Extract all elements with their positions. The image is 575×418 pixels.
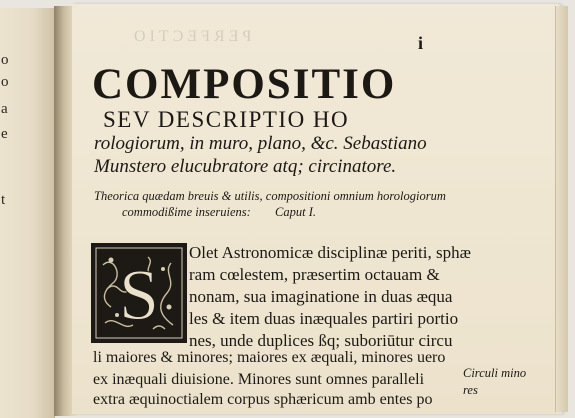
body-line: li maiores & minores; maiores ex æquali, minores uero xyxy=(93,349,446,366)
body-line: extra æquinoctialem corpus sphæricum amb entes po xyxy=(93,391,433,408)
bleed-through-text: PERFECTIO xyxy=(130,28,252,45)
subtitle-line-3: Munstero elucubratore atq; circinatore. xyxy=(94,156,397,177)
subtitle-line-2: rologiorum, in muro, plano, &c. Sebastiano xyxy=(94,133,427,154)
body-line: Olet Astronomicæ disciplinæ periti, sphæ xyxy=(189,243,471,262)
subtitle-line-1: SEV DESCRIPTIO HO xyxy=(103,107,350,132)
page-edge xyxy=(555,6,568,412)
chapter-heading-line-1: Theorica quædam breuis & utilis, compositioni omnium horologiorum xyxy=(94,189,446,203)
body-line: nonam, sua imaginatione in duas æqua xyxy=(189,287,453,306)
signature-mark: i xyxy=(418,33,424,53)
page-title: COMPOSITIO xyxy=(92,61,397,108)
chapter-heading-text: commodißime inseruiens: xyxy=(122,205,251,219)
svg-text:S: S xyxy=(118,255,160,335)
ornamental-initial-icon xyxy=(93,245,185,341)
body-line: ex inæquali diuisione. Minores sunt omnes paralleli xyxy=(93,371,425,388)
drop-cap-initial xyxy=(91,243,187,343)
body-line: ram cœlestem, præsertim octauam & xyxy=(189,265,440,284)
margin-note-line-2: res xyxy=(463,383,478,397)
left-page-fragment: a xyxy=(1,101,8,117)
left-page-fragment: o xyxy=(1,74,9,90)
chapter-heading-line-2 xyxy=(122,205,316,220)
body-line: les & item duas inæquales partiri portio xyxy=(189,309,459,328)
left-page xyxy=(0,8,55,418)
left-page-fragment: e xyxy=(1,126,8,142)
left-page-fragment: o xyxy=(1,52,9,68)
margin-note-line-1: Circuli mino xyxy=(463,366,527,380)
body-line: nes, unde duplices ßq; suboriūtur circu xyxy=(189,331,453,350)
chapter-number: Caput I. xyxy=(275,205,317,219)
left-page-fragment: t xyxy=(1,192,6,208)
